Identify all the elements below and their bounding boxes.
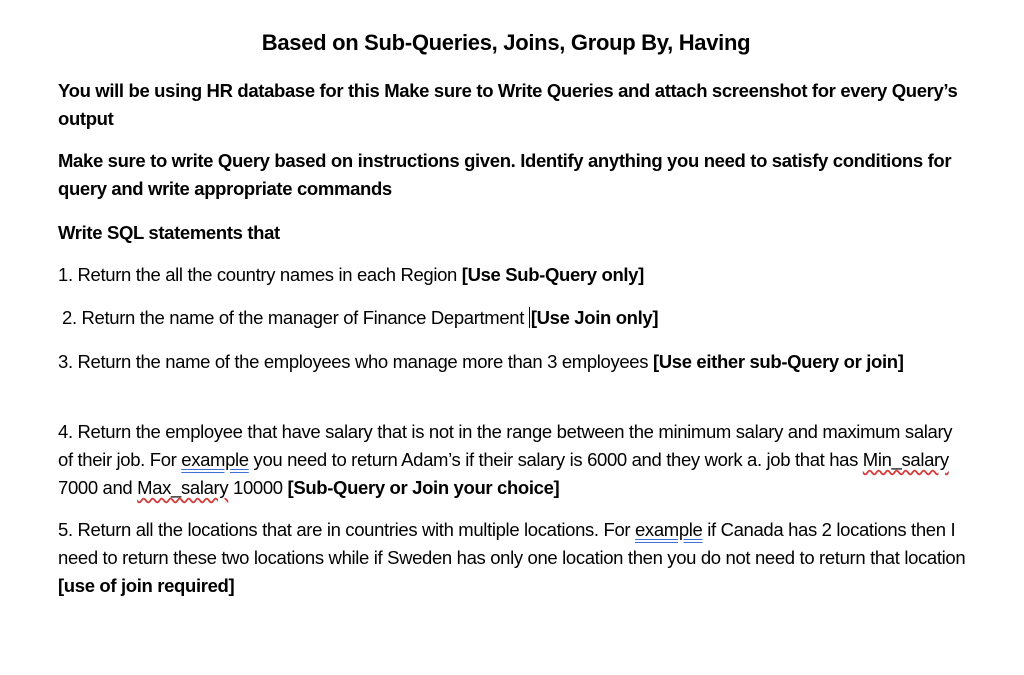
question-4-instruction: [Sub-Query or Join your choice]: [287, 477, 560, 498]
question-2-text: 2. Return the name of the manager of Finance Department: [62, 307, 529, 328]
document-title: Based on Sub-Queries, Joins, Group By, Having: [261, 30, 751, 55]
spelling-flagged-word-min-salary: Min_salary: [862, 449, 949, 470]
text-cursor: [529, 307, 530, 328]
question-5-text-b: if Canada has 2 locations then I need to return these two locations while if Sweden has only one location then you do not need to return that location: [58, 519, 966, 568]
write-sql-heading: Write SQL statements that: [58, 222, 280, 243]
question-3: [58, 348, 968, 376]
question-5-text-a: 5. Return all the locations that are in countries with multiple locations. For: [58, 519, 635, 540]
intro-paragraph-database: You will be using HR database for this Make sure to Write Queries and attach screenshot for every Query’s output: [58, 80, 958, 129]
question-1-text: 1. Return the all the country names in each Region: [58, 264, 462, 285]
question-5-instruction: [use of join required]: [58, 575, 235, 596]
question-3-instruction: [Use either sub-Query or join]: [652, 351, 904, 372]
grammar-flagged-word-example-2: example: [634, 519, 703, 540]
spelling-flagged-word-max-salary: Max_salary: [137, 477, 229, 498]
question-4-text-c: 7000 and: [58, 477, 138, 498]
question-3-text: 3. Return the name of the employees who manage more than 3 employees: [58, 351, 653, 372]
question-1-instruction: [Use Sub-Query only]: [461, 264, 644, 285]
grammar-flagged-word-example: example: [181, 449, 249, 470]
question-4-text-a: 4. Return the employee that have salary that is not in the range between the minimum salary and maximum salary of their job. For: [58, 421, 953, 470]
question-2-instruction: [Use Join only]: [530, 307, 659, 328]
question-4-text-d: 10000: [228, 477, 288, 498]
question-4: [58, 418, 968, 502]
question-4-text-b: you need to return Adam’s if their salary is 6000 and they work a. job that has: [248, 449, 863, 470]
question-1: [58, 261, 968, 289]
intro-paragraph-instructions: Make sure to write Query based on instructions given. Identify anything you need to satisfy conditions for query and write appropriate commands: [58, 150, 952, 199]
question-5: [58, 516, 968, 600]
question-2: [62, 304, 972, 332]
